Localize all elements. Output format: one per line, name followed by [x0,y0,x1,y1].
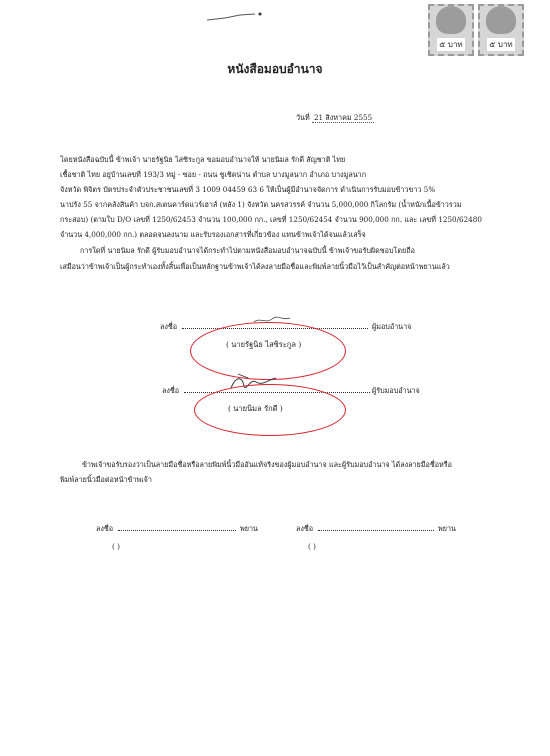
certify-line: ข้าพเจ้าขอรับรองว่าเป็นลายมือชื่อหรือลายพิมพ์นิ้วมืออันแท้จริงของผู้มอบอำนาจ และผู้รับมอบอำนาจ ได้ลงลายมือชื่อหรือ [82,460,452,469]
witness2-role: พยาน [438,524,456,533]
body-line: จำนวน 4,000,000 กก.) ตลอดจนลงนาม และรับรองเอกสารที่เกี่ยวข้อง แทนข้าพเจ้าได้จนแล้วเสร็จ [60,230,366,239]
grantee-name: ( นายนิมล รักดี ) [228,404,283,413]
body-line: โดยหนังสือฉบับนี้ ข้าพเจ้า นายรัฐนิธ ไสซิระกูล ขอมอบอำนาจให้ นายนิมล รักดี สัญชาติ ไทย [60,155,346,164]
body-line: เชื้อชาติ ไทย อยู่บ้านเลขที่ 193/3 หมู่ - ซอย - ถนน ชูเชิดน่าน ตำบล บางมูลนาก อำเภอ บางมูลนาก [60,170,367,179]
date-line [296,113,374,123]
grantor-sign-label: ลงชื่อ [160,322,178,331]
grantor-role: ผู้มอบอำนาจ [372,322,412,331]
grantee-sign-label: ลงชื่อ [162,386,180,395]
page-title: หนังสือมอบอำนาจ [227,62,323,76]
postage-stamp-1 [428,4,474,56]
date-label: วันที่ [296,113,310,122]
garuda-emblem-icon [486,6,516,34]
witness2-sign-line [318,530,434,531]
witness1-sign-label: ลงชื่อ [96,524,114,533]
garuda-emblem-icon [436,6,466,34]
body-line: การใดที่ นายนิมล รักดี ผู้รับมอบอำนาจได้กระทำไปตามหนังสือมอบอำนาจฉบับนี้ ข้าพเจ้าขอรับผิดชอบโดยถือ [80,246,415,255]
postage-stamp-2 [478,4,524,56]
stamp-value: ๕ บาท [489,40,513,49]
body-line: กระสอบ) (ตามใบ D/O เลขที่ 1250/62453 จำนวน 100,000 กก., เลขที่ 1250/62454 จำนวน 900,000 กก. และ เลขที่ 1250/62480 [60,215,482,224]
date-value: 21 สิงหาคม 2555 [313,113,373,122]
witness2-sign-label: ลงชื่อ [296,524,314,533]
body-line: เสมือนว่าข้าพเจ้าเป็นผู้กระทำเองทั้งสิ้นเพื่อเป็นหลักฐานข้าพเจ้าได้ลงลายมือชื่อและพิมพ์ลายนิ้วมือไว้เป็นสำคัญต่อหน้าพยานแล้ว [60,262,450,271]
certify-line: พิมพ์ลายนิ้วมือต่อหน้าข้าพเจ้า [60,475,152,484]
witness2-name-blank: ( ) [308,542,316,551]
pen-mark [205,10,275,24]
witness1-name-blank: ( ) [112,542,120,551]
witness1-role: พยาน [240,524,258,533]
body-line: จังหวัด พิจิตร บัตรประจำตัวประชาชนเลขที่ 3 1009 04459 63 6 ให้เป็นผู้มีอำนาจจัดการ ดำเนินการรับมอบข้าวขาว 5% [60,185,436,194]
witness1-sign-line [118,530,236,531]
grantor-name: ( นายรัฐนิธ ไสซิระกูล ) [226,340,302,349]
grantee-role: ผู้รับมอบอำนาจ [372,386,420,395]
body-line: นาปรัง 55 จากคลังสินค้า บจก.สเตนคาร์ดแวร์เฮาส์ (หลัง 1) จังหวัด นครสวรรค์ จำนวน 5,000,000 กิโลกรัม (น้ำหนักเนื้อข้าวรวม [60,200,462,209]
stamp-value: ๕ บาท [439,40,463,49]
